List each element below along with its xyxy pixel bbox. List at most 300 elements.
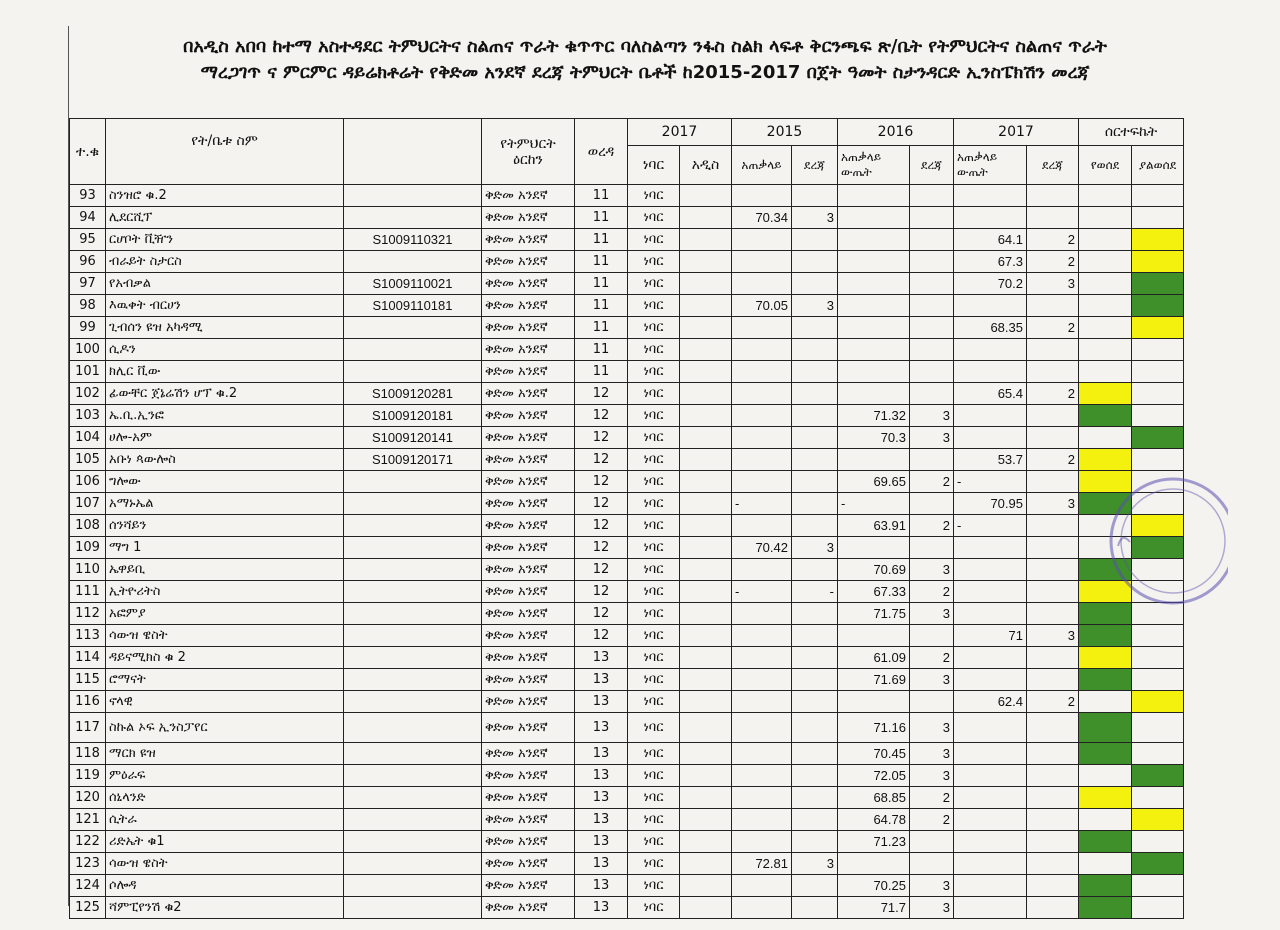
school-code	[344, 537, 482, 559]
cert-not-taken	[1132, 427, 1184, 449]
school-level: ቅድመ አንደኛ	[482, 493, 575, 515]
status-nbar: ነባር	[628, 405, 680, 427]
rank-2016	[910, 295, 954, 317]
cert-not-taken	[1132, 713, 1184, 743]
rank-2017	[1027, 427, 1079, 449]
school-level: ቅድመ አንደኛ	[482, 449, 575, 471]
score-2016	[838, 251, 910, 273]
status-nbar: ነባር	[628, 383, 680, 405]
score-2016: 67.33	[838, 581, 910, 603]
rank-2016	[910, 317, 954, 339]
row-number: 124	[70, 875, 106, 897]
rank-2016	[910, 537, 954, 559]
score-2015	[732, 875, 792, 897]
rank-2017: 2	[1027, 229, 1079, 251]
score-2015	[732, 559, 792, 581]
score-2015	[732, 691, 792, 713]
rank-2015: 3	[792, 295, 838, 317]
rank-2016: 2	[910, 471, 954, 493]
table-row	[70, 691, 1184, 713]
table-row	[70, 471, 1184, 493]
score-2015: 72.81	[732, 853, 792, 875]
row-number: 117	[70, 713, 106, 743]
table-row	[70, 295, 1184, 317]
row-number: 98	[70, 295, 106, 317]
score-2017	[954, 295, 1027, 317]
score-2017: -	[954, 471, 1027, 493]
score-2015	[732, 603, 792, 625]
status-adis	[680, 875, 732, 897]
rank-2015	[792, 317, 838, 339]
status-nbar: ነባር	[628, 853, 680, 875]
rank-2017	[1027, 853, 1079, 875]
rank-2017	[1027, 515, 1079, 537]
rank-2016: 3	[910, 743, 954, 765]
row-number: 103	[70, 405, 106, 427]
cert-not-taken	[1132, 669, 1184, 691]
status-nbar: ነባር	[628, 625, 680, 647]
school-name: ዳይናሚክስ ቁ 2	[106, 647, 344, 669]
row-number: 101	[70, 361, 106, 383]
rank-2017	[1027, 471, 1079, 493]
cert-not-taken	[1132, 361, 1184, 383]
table-row	[70, 559, 1184, 581]
rank-2015	[792, 875, 838, 897]
rank-2016	[910, 831, 954, 853]
score-2016: 69.65	[838, 471, 910, 493]
status-adis	[680, 471, 732, 493]
school-name: ሳውዝ ዌስት	[106, 625, 344, 647]
score-2016: 68.85	[838, 787, 910, 809]
school-code	[344, 625, 482, 647]
cert-taken	[1079, 831, 1132, 853]
woreda: 11	[575, 207, 628, 229]
rank-2015	[792, 229, 838, 251]
cert-taken	[1079, 493, 1132, 515]
status-nbar: ነባር	[628, 361, 680, 383]
school-code	[344, 361, 482, 383]
table-row	[70, 603, 1184, 625]
rank-2016: 3	[910, 897, 954, 919]
table-row	[70, 743, 1184, 765]
score-2016: 71.69	[838, 669, 910, 691]
table-row	[70, 339, 1184, 361]
header-year-2016: 2016	[838, 119, 954, 146]
score-2017	[954, 743, 1027, 765]
school-code	[344, 339, 482, 361]
table-row	[70, 625, 1184, 647]
school-name: ሊደርሺፕ	[106, 207, 344, 229]
header-certificate: ሰርተፍኬት	[1079, 119, 1184, 146]
table-row	[70, 229, 1184, 251]
school-name: ማግ 1	[106, 537, 344, 559]
score-2016	[838, 317, 910, 339]
status-adis	[680, 669, 732, 691]
row-number: 120	[70, 787, 106, 809]
school-level: ቅድመ አንደኛ	[482, 537, 575, 559]
school-name: ኤ.ቢ.ኢንፎ	[106, 405, 344, 427]
row-number: 112	[70, 603, 106, 625]
score-2017: 68.35	[954, 317, 1027, 339]
rank-2016: 2	[910, 647, 954, 669]
school-level: ቅድመ አንደኛ	[482, 743, 575, 765]
rank-2016: 3	[910, 875, 954, 897]
table-row	[70, 713, 1184, 743]
header-adis: አዲስ	[680, 146, 732, 185]
rank-2016	[910, 691, 954, 713]
woreda: 11	[575, 339, 628, 361]
woreda: 11	[575, 361, 628, 383]
woreda: 12	[575, 471, 628, 493]
score-2017	[954, 361, 1027, 383]
rank-2017	[1027, 809, 1079, 831]
cert-taken	[1079, 361, 1132, 383]
score-2016	[838, 449, 910, 471]
score-2016	[838, 273, 910, 295]
score-2015	[732, 361, 792, 383]
status-nbar: ነባር	[628, 809, 680, 831]
score-2016	[838, 339, 910, 361]
rank-2015: 3	[792, 537, 838, 559]
score-2015	[732, 897, 792, 919]
woreda: 12	[575, 383, 628, 405]
rank-2017: 3	[1027, 625, 1079, 647]
score-2017: -	[954, 515, 1027, 537]
score-2016	[838, 229, 910, 251]
score-2017: 65.4	[954, 383, 1027, 405]
row-number: 122	[70, 831, 106, 853]
school-level: ቅድመ አንደኛ	[482, 427, 575, 449]
woreda: 11	[575, 251, 628, 273]
rank-2015	[792, 713, 838, 743]
rank-2015	[792, 647, 838, 669]
score-2016: 70.3	[838, 427, 910, 449]
school-level: ቅድመ አንደኛ	[482, 405, 575, 427]
school-level: ቅድመ አንደኛ	[482, 339, 575, 361]
rank-2017	[1027, 405, 1079, 427]
rank-2016: 2	[910, 787, 954, 809]
score-2016	[838, 361, 910, 383]
status-nbar: ነባር	[628, 897, 680, 919]
row-number: 106	[70, 471, 106, 493]
school-name: ሮማናት	[106, 669, 344, 691]
rank-2017: 2	[1027, 251, 1079, 273]
score-2017	[954, 765, 1027, 787]
woreda: 12	[575, 427, 628, 449]
school-level: ቅድመ አንደኛ	[482, 853, 575, 875]
score-2015	[732, 647, 792, 669]
status-adis	[680, 713, 732, 743]
rank-2015	[792, 251, 838, 273]
score-2015	[732, 765, 792, 787]
score-2017	[954, 537, 1027, 559]
title-line-2: ማረጋገጥ ና ምርምር ዳይሬክቶሬት የቅድመ አንደኛ ደረጃ ትምህርት ቤቶች ከ2015-2017 በጀት ዓመት ስታንዳርድ ኢንስፔክሽን መረጃ	[200, 62, 1090, 83]
cert-not-taken	[1132, 831, 1184, 853]
score-2015	[732, 743, 792, 765]
header-nbar: ነባር	[628, 146, 680, 185]
table-row	[70, 787, 1184, 809]
row-number: 116	[70, 691, 106, 713]
cert-not-taken	[1132, 339, 1184, 361]
school-code: S1009120281	[344, 383, 482, 405]
status-nbar: ነባር	[628, 515, 680, 537]
rank-2015	[792, 831, 838, 853]
rank-2017: 3	[1027, 493, 1079, 515]
school-level: ቅድመ አንደኛ	[482, 765, 575, 787]
table-row	[70, 317, 1184, 339]
woreda: 12	[575, 559, 628, 581]
school-level: ቅድመ አንደኛ	[482, 669, 575, 691]
row-number: 110	[70, 559, 106, 581]
cert-taken	[1079, 251, 1132, 273]
row-number: 113	[70, 625, 106, 647]
status-adis	[680, 537, 732, 559]
score-2016	[838, 207, 910, 229]
status-nbar: ነባር	[628, 207, 680, 229]
school-name: ኤዋይቢ	[106, 559, 344, 581]
school-level: ቅድመ አንደኛ	[482, 251, 575, 273]
table-row	[70, 427, 1184, 449]
school-name: ሶሎዳ	[106, 875, 344, 897]
status-adis	[680, 427, 732, 449]
status-nbar: ነባር	[628, 787, 680, 809]
status-adis	[680, 361, 732, 383]
status-nbar: ነባር	[628, 831, 680, 853]
status-adis	[680, 765, 732, 787]
cert-not-taken	[1132, 251, 1184, 273]
cert-taken	[1079, 471, 1132, 493]
rank-2016: 2	[910, 809, 954, 831]
cert-taken	[1079, 853, 1132, 875]
table-row	[70, 273, 1184, 295]
school-name: ሀሎ-አም	[106, 427, 344, 449]
status-nbar: ነባር	[628, 185, 680, 207]
woreda: 13	[575, 713, 628, 743]
rank-2016: 3	[910, 427, 954, 449]
school-code	[344, 581, 482, 603]
cert-taken	[1079, 427, 1132, 449]
school-name: ማርክ ዩዝ	[106, 743, 344, 765]
score-2016: 63.91	[838, 515, 910, 537]
school-code	[344, 897, 482, 919]
rank-2016	[910, 207, 954, 229]
school-name: ሳውዝ ዌስት	[106, 853, 344, 875]
score-2017	[954, 603, 1027, 625]
cert-not-taken	[1132, 515, 1184, 537]
score-2015: -	[732, 493, 792, 515]
score-2016	[838, 853, 910, 875]
row-number: 104	[70, 427, 106, 449]
school-level: ቅድመ አንደኛ	[482, 273, 575, 295]
status-adis	[680, 625, 732, 647]
score-2016: 71.23	[838, 831, 910, 853]
woreda: 13	[575, 743, 628, 765]
rank-2015: 3	[792, 853, 838, 875]
cert-not-taken	[1132, 765, 1184, 787]
table-row	[70, 383, 1184, 405]
school-code	[344, 493, 482, 515]
status-adis	[680, 515, 732, 537]
score-2017	[954, 787, 1027, 809]
rank-2016: 3	[910, 559, 954, 581]
rank-2017	[1027, 603, 1079, 625]
cert-taken	[1079, 875, 1132, 897]
rank-2015	[792, 185, 838, 207]
school-name: ክሊር ቪው	[106, 361, 344, 383]
rank-2016	[910, 229, 954, 251]
row-number: 114	[70, 647, 106, 669]
woreda: 13	[575, 765, 628, 787]
score-2017	[954, 875, 1027, 897]
school-code: S1009120171	[344, 449, 482, 471]
score-2017: 70.2	[954, 273, 1027, 295]
status-nbar: ነባር	[628, 427, 680, 449]
rank-2016	[910, 251, 954, 273]
score-2015: -	[732, 581, 792, 603]
status-adis	[680, 691, 732, 713]
rank-2017	[1027, 559, 1079, 581]
woreda: 12	[575, 603, 628, 625]
school-code	[344, 647, 482, 669]
cert-not-taken	[1132, 471, 1184, 493]
school-code: S1009110021	[344, 273, 482, 295]
score-2017	[954, 831, 1027, 853]
woreda: 13	[575, 647, 628, 669]
status-nbar: ነባር	[628, 559, 680, 581]
school-name: ሻምፒየንሽ ቁ2	[106, 897, 344, 919]
document-title	[80, 34, 1210, 86]
score-2015	[732, 625, 792, 647]
score-2017	[954, 405, 1027, 427]
rank-2017	[1027, 581, 1079, 603]
cert-taken	[1079, 809, 1132, 831]
score-2017: 62.4	[954, 691, 1027, 713]
status-adis	[680, 603, 732, 625]
school-code	[344, 831, 482, 853]
cert-not-taken	[1132, 493, 1184, 515]
cert-not-taken	[1132, 273, 1184, 295]
row-number: 115	[70, 669, 106, 691]
status-adis	[680, 185, 732, 207]
cert-not-taken	[1132, 537, 1184, 559]
woreda: 13	[575, 669, 628, 691]
rank-2017	[1027, 713, 1079, 743]
score-2015: 70.34	[732, 207, 792, 229]
cert-not-taken	[1132, 897, 1184, 919]
score-2017	[954, 647, 1027, 669]
rank-2016: 3	[910, 669, 954, 691]
school-code	[344, 559, 482, 581]
rank-2015	[792, 339, 838, 361]
row-number: 125	[70, 897, 106, 919]
status-adis	[680, 339, 732, 361]
rank-2015	[792, 765, 838, 787]
score-2017: 70.95	[954, 493, 1027, 515]
row-number: 109	[70, 537, 106, 559]
status-nbar: ነባር	[628, 713, 680, 743]
school-name: ምዕራፍ	[106, 765, 344, 787]
table-row	[70, 875, 1184, 897]
cert-taken	[1079, 383, 1132, 405]
rank-2017	[1027, 537, 1079, 559]
school-level: ቅድመ አንደኛ	[482, 559, 575, 581]
score-2015	[732, 273, 792, 295]
score-2015	[732, 449, 792, 471]
woreda: 11	[575, 317, 628, 339]
woreda: 12	[575, 405, 628, 427]
school-name: እዉቀት ብርሀን	[106, 295, 344, 317]
row-number: 96	[70, 251, 106, 273]
school-name: አማኑኤል	[106, 493, 344, 515]
status-nbar: ነባር	[628, 875, 680, 897]
status-nbar: ነባር	[628, 537, 680, 559]
status-nbar: ነባር	[628, 647, 680, 669]
score-2016: -	[838, 493, 910, 515]
school-level: ቅድመ አንደኛ	[482, 383, 575, 405]
school-level: ቅድመ አንደኛ	[482, 471, 575, 493]
cert-taken	[1079, 405, 1132, 427]
school-name: ሲዶን	[106, 339, 344, 361]
school-code	[344, 603, 482, 625]
rank-2015: 3	[792, 207, 838, 229]
header-woreda: ወረዳ	[575, 119, 628, 185]
rank-2017	[1027, 185, 1079, 207]
score-2016	[838, 295, 910, 317]
rank-2015: -	[792, 581, 838, 603]
score-2017	[954, 339, 1027, 361]
woreda: 13	[575, 831, 628, 853]
school-code	[344, 853, 482, 875]
rank-2015	[792, 809, 838, 831]
table-row	[70, 515, 1184, 537]
rank-2017	[1027, 647, 1079, 669]
score-2015	[732, 185, 792, 207]
row-number: 95	[70, 229, 106, 251]
score-2015	[732, 229, 792, 251]
cert-taken	[1079, 207, 1132, 229]
status-nbar: ነባር	[628, 339, 680, 361]
rank-2016: 2	[910, 581, 954, 603]
status-adis	[680, 207, 732, 229]
rank-2016	[910, 361, 954, 383]
school-code	[344, 691, 482, 713]
rank-2017	[1027, 207, 1079, 229]
school-code	[344, 765, 482, 787]
rank-2015	[792, 361, 838, 383]
row-number: 118	[70, 743, 106, 765]
status-adis	[680, 787, 732, 809]
status-nbar: ነባር	[628, 449, 680, 471]
school-level: ቅድመ አንደኛ	[482, 515, 575, 537]
rank-2016: 2	[910, 515, 954, 537]
rank-2017	[1027, 743, 1079, 765]
rank-2017	[1027, 831, 1079, 853]
cert-not-taken	[1132, 559, 1184, 581]
score-2016	[838, 383, 910, 405]
rank-2017	[1027, 765, 1079, 787]
header-rank-2015: ደረጃ	[792, 146, 838, 185]
woreda: 11	[575, 273, 628, 295]
score-2015	[732, 251, 792, 273]
rank-2017: 3	[1027, 273, 1079, 295]
school-name: ስኩል ኦፍ ኢንስፓየር	[106, 713, 344, 743]
school-code	[344, 207, 482, 229]
cert-taken	[1079, 691, 1132, 713]
row-number: 102	[70, 383, 106, 405]
rank-2016	[910, 339, 954, 361]
score-2016	[838, 625, 910, 647]
row-number: 99	[70, 317, 106, 339]
